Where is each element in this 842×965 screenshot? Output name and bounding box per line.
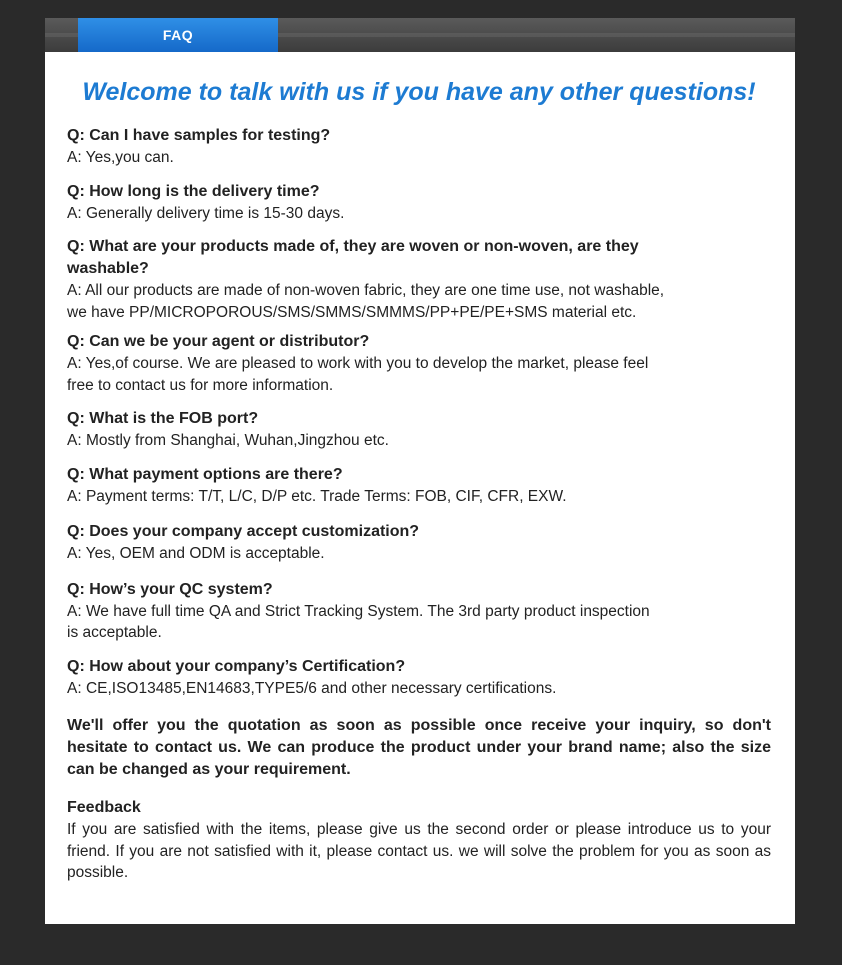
faq-item [67,236,771,323]
faq-item [67,656,771,700]
faq-panel [45,18,795,924]
faq-item [67,125,771,169]
faq-item [67,464,771,508]
faq-question: Q: How long is the delivery time? [67,182,320,200]
faq-content [67,78,771,884]
faq-answer-line: free to contact us for more information. [67,376,334,394]
header-bar [45,18,795,52]
faq-question: Q: How about your company’s Certification? [67,657,406,675]
faq-question: Q: What payment options are there? [67,465,343,483]
faq-answer: A: Payment terms: T/T, L/C, D/P etc. Trade Terms: FOB, CIF, CFR, EXW. [67,487,567,505]
faq-answer: A: CE,ISO13485,EN14683,TYPE5/6 and other necessary certifications. [67,679,557,697]
feedback-body: If you are satisfied with the items, please give us the second order or please introduce us to your friend. If you are not satisfied with it, please contact us. we will solve the problem for you as soon as possible. [67,821,771,881]
faq-answer: A: Mostly from Shanghai, Wuhan,Jingzhou etc. [67,432,389,449]
faq-answer: A: Yes,of course. We are pleased to work with you to develop the market, please feel [67,355,649,372]
closing-statement: We'll offer you the quotation as soon as possible once receive your inquiry, so don't hesitate to contact us. We can produce the product under your brand name; also the size can be changed as your requirement. [67,717,771,778]
faq-answer: A: Yes, OEM and ODM is acceptable. [67,545,325,562]
feedback-title: Feedback [67,799,141,816]
faq-answer: A: Generally delivery time is 15-30 days. [67,204,345,222]
faq-question: Q: Can we be your agent or distributor? [67,333,370,350]
faq-answer: A: Yes,you can. [67,149,174,166]
faq-answer: A: We have full time QA and Strict Tracking System. The 3rd party product inspection [67,602,650,620]
faq-item [67,181,771,225]
faq-answer-line: we have PP/MICROPOROUS/SMS/SMMS/SMMMS/PP+PE/PE+SMS material etc. [67,303,637,321]
faq-item [67,579,771,644]
faq-item [67,331,771,396]
page-title: Welcome to talk with us if you have any other questions! [82,78,756,106]
faq-question: Q: Does your company accept customization? [67,523,420,540]
faq-question: Q: What are your products made of, they are woven or non-woven, are they washable? [67,238,639,277]
faq-question: Q: How’s your QC system? [67,580,273,598]
faq-question: Q: What is the FOB port? [67,410,259,427]
faq-item [67,408,771,452]
faq-answer-line: is acceptable. [67,624,162,641]
faq-question: Q: Can I have samples for testing? [67,127,331,144]
faq-tab[interactable]: FAQ [78,18,278,52]
faq-answer: A: All our products are made of non-woven fabric, they are one time use, not washable, [67,282,665,299]
faq-item [67,521,771,565]
